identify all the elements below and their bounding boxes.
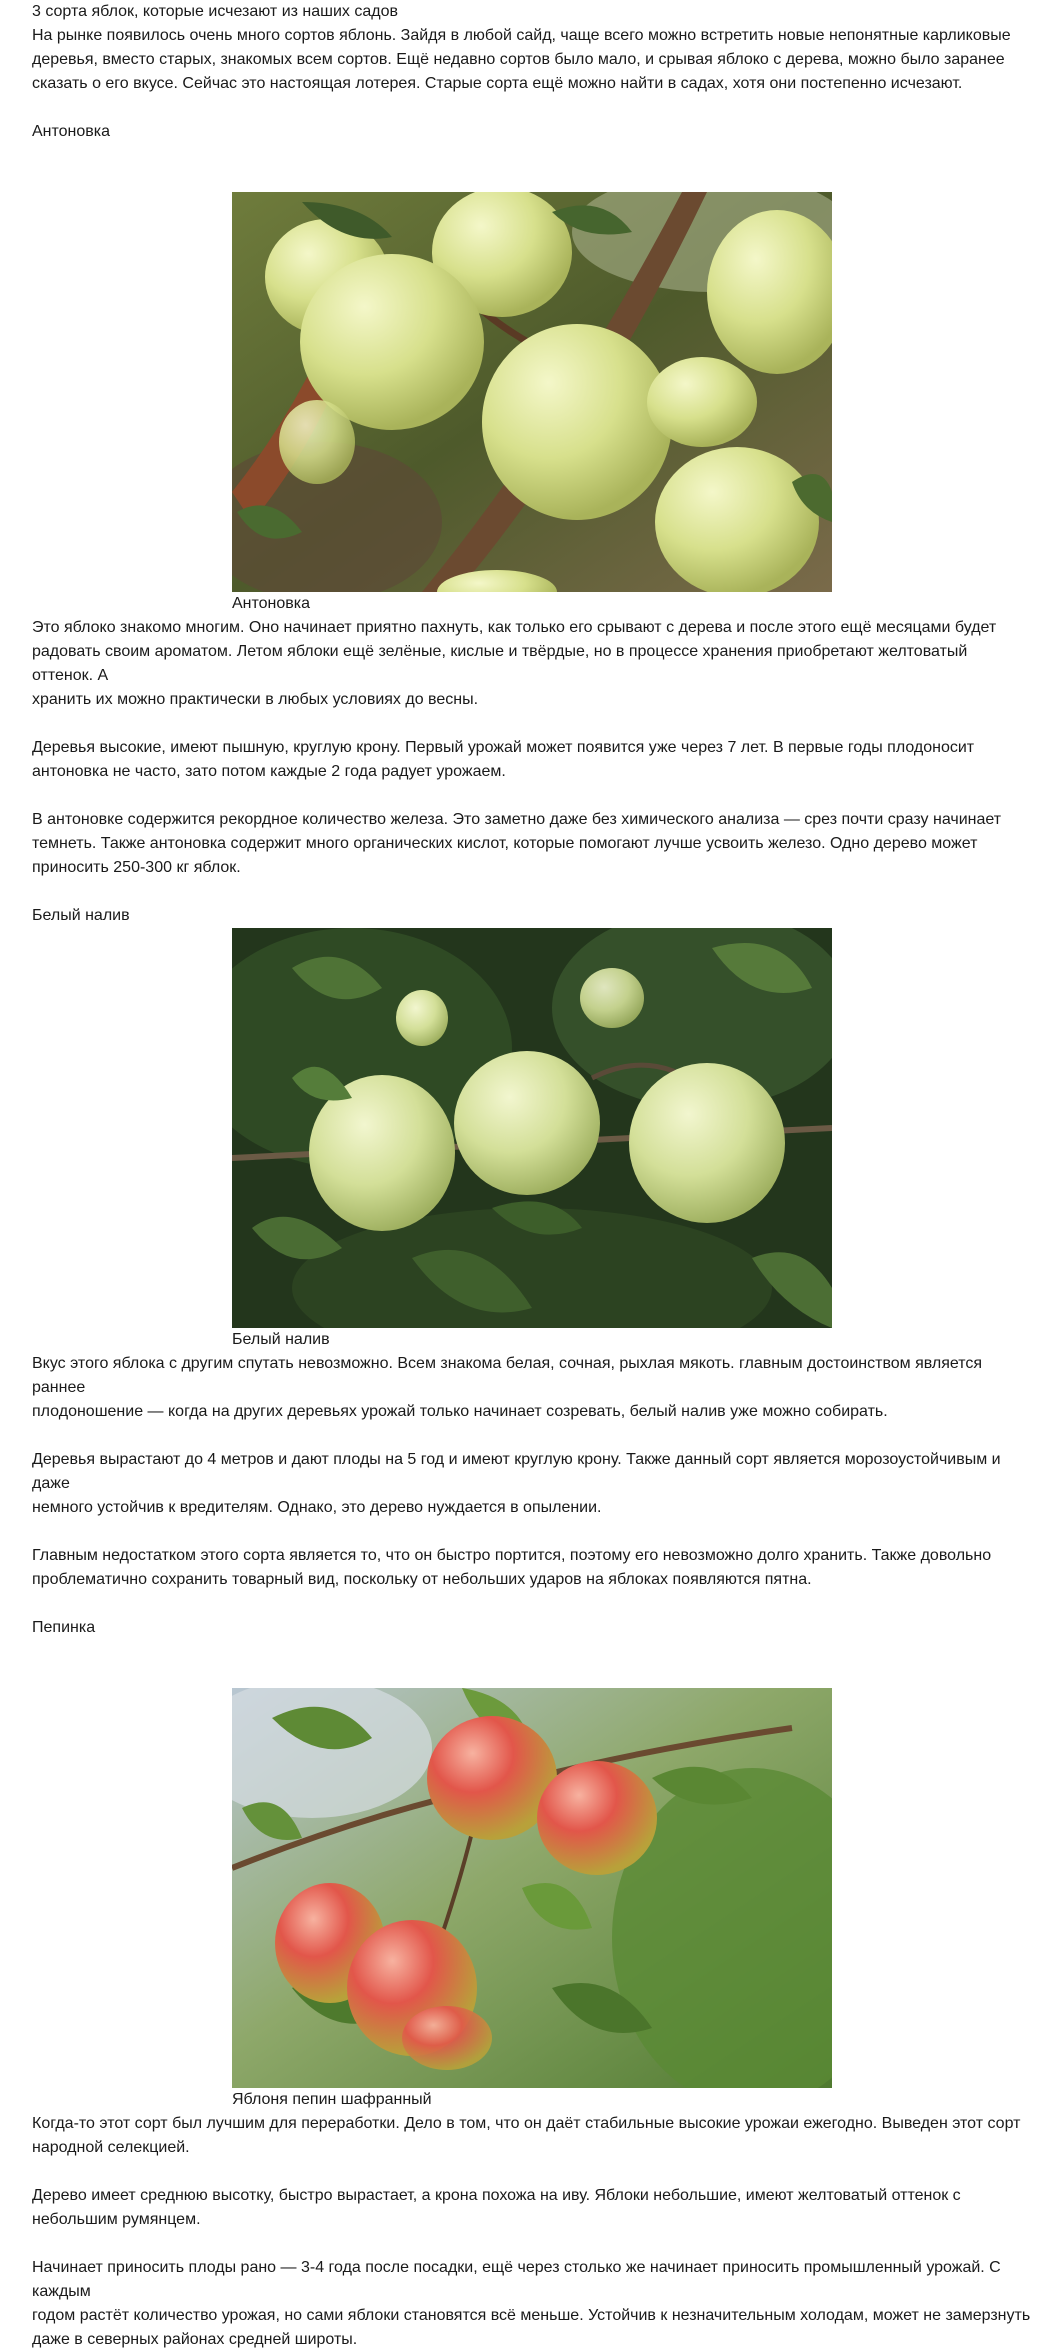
text-line: В антоновке содержится рекордное количество железа. Это заметно даже без химического анализа — срез почти сразу начинает: [32, 811, 1002, 828]
text-line: небольшим румянцем.: [32, 2211, 201, 2228]
figure-bely-naliv: [232, 928, 832, 1352]
figure-antonovka: [232, 192, 832, 616]
paragraph: [32, 736, 1032, 784]
text-line: темнеть. Также антоновка содержит много органических кислот, которые помогают лучше усвоить железо. Одно дерево может: [32, 835, 978, 852]
photo-caption: Белый налив: [232, 1331, 330, 1348]
text-line: Дерево имеет среднюю высотку, быстро вырастает, а крона похожа на иву. Яблоки небольшие, имеют желтоватый оттенок с: [32, 2187, 961, 2204]
article: [32, 0, 1032, 2352]
text-line: хранить их можно практически в любых условиях до весны.: [32, 691, 479, 708]
text-line: Когда-то этот сорт был лучшим для переработки. Дело в том, что он даёт стабильные высокие урожаи ежегодно. Выведен этот сорт: [32, 2115, 1021, 2132]
paragraph: [32, 2112, 1032, 2160]
text-line: даже в северных районах средней широты.: [32, 2331, 358, 2348]
text-line: радовать своим ароматом. Летом яблоки ещё зелёные, кислые и твёрдые, но в процессе хранения приобретают желтоватый оттенок. А: [32, 643, 968, 684]
text-line: На рынке появилось очень много сортов яблонь. Зайдя в любой сайд, чаще всего можно встретить новые непонятные карликовые: [32, 27, 1011, 44]
photo-bely-naliv: [232, 928, 832, 1328]
photo-caption: Антоновка: [232, 595, 311, 612]
photo-pepinka: [232, 1688, 832, 2088]
photo-antonovka: [232, 192, 832, 592]
intro-paragraph: [32, 24, 1032, 96]
paragraph: [32, 1448, 1032, 1520]
paragraph: [32, 1544, 1032, 1592]
text-line: проблематично сохранить товарный вид, поскольку от небольших ударов на яблоках появляются пятна.: [32, 1571, 812, 1588]
text-line: Вкус этого яблока с другим спутать невозможно. Всем знакома белая, сочная, рыхлая мякоть. главным достоинством является раннее: [32, 1355, 983, 1396]
text-line: сказать о его вкусе. Сейчас это настоящая лотерея. Старые сорта ещё можно найти в садах, хотя они постепенно исчезают.: [32, 75, 963, 92]
section-heading-antonovka: Антоновка: [32, 123, 111, 140]
text-line: деревья, вместо старых, знакомых всем сортов. Ещё недавно сортов было мало, и срывая яблоко с дерева, можно было заранее: [32, 51, 1005, 68]
text-line: народной селекцией.: [32, 2139, 190, 2156]
paragraph: [32, 2184, 1032, 2232]
text-line: Это яблоко знакомо многим. Оно начинает приятно пахнуть, как только его срывают с дерева и после этого ещё месяцами будет: [32, 619, 997, 636]
article-title: 3 сорта яблок, которые исчезают из наших садов: [32, 3, 398, 20]
text-line: приносить 250-300 кг яблок.: [32, 859, 241, 876]
text-line: Главным недостатком этого сорта является то, что он быстро портится, поэтому его невозможно долго хранить. Также довольно: [32, 1547, 992, 1564]
text-line: плодоношение — когда на других деревьях урожай только начинает созревать, белый налив уже можно собирать.: [32, 1403, 888, 1420]
text-line: Деревья высокие, имеют пышную, круглую крону. Первый урожай может появится уже через 7 лет. В первые годы плодоносит: [32, 739, 975, 756]
text-line: антоновка не часто, зато потом каждые 2 года радует урожаем.: [32, 763, 506, 780]
paragraph: [32, 808, 1032, 880]
paragraph: [32, 1352, 1032, 1424]
text-line: Начинает приносить плоды рано — 3-4 года после посадки, ещё через столько же начинает приносить промышленный урожай. С каждым: [32, 2259, 1001, 2300]
paragraph: [32, 616, 1032, 712]
paragraph: [32, 2256, 1032, 2352]
photo-caption: Яблоня пепин шафранный: [232, 2091, 432, 2108]
text-line: Деревья вырастают до 4 метров и дают плоды на 5 год и имеют круглую крону. Также данный сорт является морозоустойчивым и даже: [32, 1451, 1001, 1492]
section-heading-pepinka: Пепинка: [32, 1619, 96, 1636]
figure-pepinka: [232, 1688, 832, 2112]
section-heading-bely-naliv: Белый налив: [32, 907, 130, 924]
text-line: годом растёт количество урожая, но сами яблоки становятся всё меньше. Устойчив к незначительным холодам, может не замерзнуть: [32, 2307, 1031, 2324]
text-line: немного устойчив к вредителям. Однако, это дерево нуждается в опылении.: [32, 1499, 602, 1516]
